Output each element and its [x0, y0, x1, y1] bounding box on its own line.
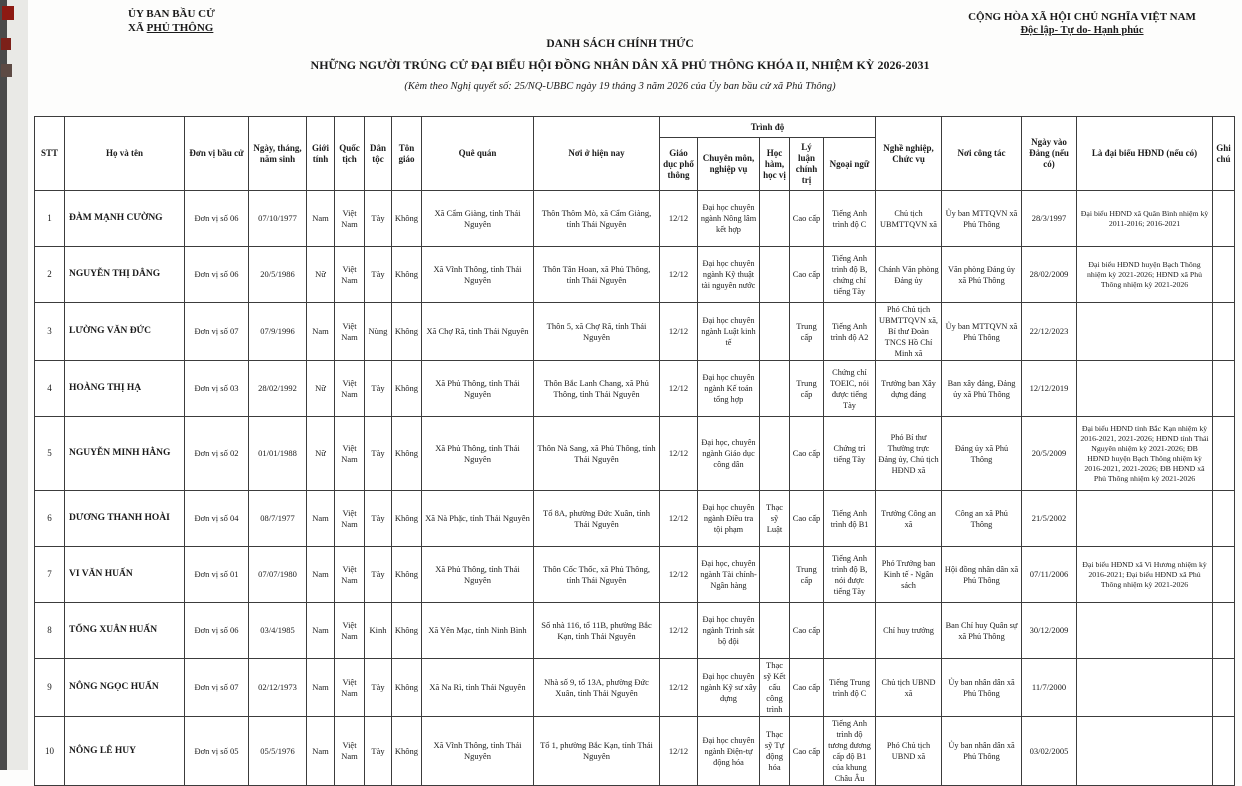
cell-residence: Thôn Nà Sang, xã Phủ Thông, tỉnh Thái Nguyên — [534, 417, 660, 491]
cell-name: LƯỜNG VĂN ĐỨC — [65, 303, 185, 361]
cell-unit: Đơn vị số 05 — [185, 717, 249, 786]
cell-note — [1213, 247, 1235, 303]
cell-gender: Nữ — [307, 417, 335, 491]
cell-stt: 4 — [35, 361, 65, 417]
cell-religion: Không — [392, 247, 422, 303]
cell-stt: 7 — [35, 547, 65, 603]
table-row — [35, 659, 1235, 717]
cell-ethnicity: Tày — [365, 547, 392, 603]
col-header-residence: Nơi ở hiện nay — [534, 117, 660, 191]
col-header-delegate: Là đại biểu HĐND (nếu có) — [1077, 117, 1213, 191]
cell-politics: Cao cấp — [790, 659, 824, 717]
cell-party-date: 07/11/2006 — [1022, 547, 1077, 603]
cell-specialty: Đại học chuyên ngành Nông lâm kết hợp — [698, 191, 760, 247]
cell-occupation: Phó Trưởng ban Kinh tế - Ngân sách — [876, 547, 942, 603]
cell-hometown: Xã Vĩnh Thông, tỉnh Thái Nguyên — [422, 247, 534, 303]
col-header-education: Giáo dục phổ thông — [660, 138, 698, 191]
cell-dob: 07/10/1977 — [249, 191, 307, 247]
cell-specialty: Đại học chuyên ngành Điều tra tội phạm — [698, 491, 760, 547]
cell-hometown: Xã Phủ Thông, tỉnh Thái Nguyên — [422, 417, 534, 491]
cell-delegate: Đại biểu HĐND huyện Bạch Thông nhiệm kỳ 2021-2026; HĐND xã Phủ Thông nhiệm kỳ 2021-2026 — [1077, 247, 1213, 303]
cell-name: NGUYỄN MINH HẰNG — [65, 417, 185, 491]
cell-stt: 3 — [35, 303, 65, 361]
cell-nationality: Việt Nam — [335, 417, 365, 491]
cell-language: Tiếng Anh trình độ B, chứng chỉ tiếng Tày — [824, 247, 876, 303]
cell-delegate — [1077, 603, 1213, 659]
cell-specialty: Đại học chuyên ngành Điện-tự động hóa — [698, 717, 760, 786]
cell-residence: Tổ 1, phường Bắc Kạn, tỉnh Thái Nguyên — [534, 717, 660, 786]
cell-dob: 20/5/1986 — [249, 247, 307, 303]
cell-education: 12/12 — [660, 717, 698, 786]
cell-party-date: 30/12/2009 — [1022, 603, 1077, 659]
cell-note — [1213, 303, 1235, 361]
cell-education: 12/12 — [660, 417, 698, 491]
cell-hometown: Xã Phủ Thông, tỉnh Thái Nguyên — [422, 547, 534, 603]
col-header-workplace: Nơi công tác — [942, 117, 1022, 191]
cell-degree: Thạc sỹ Tự động hóa — [760, 717, 790, 786]
col-header-stt: STT — [35, 117, 65, 191]
cell-degree: Thạc sỹ Luật — [760, 491, 790, 547]
cell-name: NÔNG NGỌC HUẤN — [65, 659, 185, 717]
cell-dob: 05/5/1976 — [249, 717, 307, 786]
col-header-specialty: Chuyên môn, nghiệp vụ — [698, 138, 760, 191]
cell-party-date: 28/02/2009 — [1022, 247, 1077, 303]
cell-workplace: Ban xây đảng, Đảng ủy xã Phủ Thông — [942, 361, 1022, 417]
cell-hometown: Xã Phủ Thông, tỉnh Thái Nguyên — [422, 361, 534, 417]
cell-hometown: Xã Vĩnh Thông, tỉnh Thái Nguyên — [422, 717, 534, 786]
cell-unit: Đơn vị số 06 — [185, 247, 249, 303]
cell-delegate: Đại biểu HĐND xã Vi Hương nhiệm kỳ 2016-2021; Đại biểu HĐND xã Phủ Thông nhiệm kỳ 2021-2026 — [1077, 547, 1213, 603]
table-row — [35, 603, 1235, 659]
cell-residence: Tổ 8A, phường Đức Xuân, tỉnh Thái Nguyên — [534, 491, 660, 547]
cell-ethnicity: Nùng — [365, 303, 392, 361]
col-header-party-date: Ngày vào Đảng (nếu có) — [1022, 117, 1077, 191]
cell-ethnicity: Tày — [365, 717, 392, 786]
cell-religion: Không — [392, 417, 422, 491]
cell-specialty: Đại học chuyên ngành Kỹ thuật tài nguyên nước — [698, 247, 760, 303]
cell-unit: Đơn vị số 06 — [185, 191, 249, 247]
scan-artifact — [2, 6, 14, 20]
cell-residence: Thôn 5, xã Chợ Rã, tỉnh Thái Nguyên — [534, 303, 660, 361]
cell-gender: Nam — [307, 547, 335, 603]
cell-religion: Không — [392, 717, 422, 786]
title-line3: (Kèm theo Nghị quyết số: 25/NQ-UBBC ngày 19 tháng 3 năm 2026 của Ủy ban bầu cử xã Phủ Thông) — [404, 81, 836, 92]
cell-specialty: Đại học, chuyên ngành Giáo dục công dân — [698, 417, 760, 491]
cell-hometown: Xã Na Rì, tỉnh Thái Nguyên — [422, 659, 534, 717]
cell-name: NGUYỄN THỊ DÂNG — [65, 247, 185, 303]
cell-nationality: Việt Nam — [335, 547, 365, 603]
cell-note — [1213, 417, 1235, 491]
scan-gutter — [7, 0, 28, 770]
cell-nationality: Việt Nam — [335, 717, 365, 786]
cell-occupation: Phó Chủ tịch UBMTTQVN xã, Bí thư Đoàn TNCS Hồ Chí Minh xã — [876, 303, 942, 361]
cell-specialty: Đại học chuyên ngành Kế toán tổng hợp — [698, 361, 760, 417]
cell-degree — [760, 247, 790, 303]
title-line2: NHỮNG NGƯỜI TRÚNG CỬ ĐẠI BIỂU HỘI ĐỒNG NHÂN DÂN XÃ PHỦ THÔNG KHÓA II, NHIỆM KỲ 2026-2031 — [310, 58, 930, 72]
table-row — [35, 417, 1235, 491]
cell-ethnicity: Tày — [365, 417, 392, 491]
cell-politics: Cao cấp — [790, 247, 824, 303]
cell-stt: 8 — [35, 603, 65, 659]
cell-residence: Thôn Bắc Lanh Chang, xã Phủ Thông, tỉnh Thái Nguyên — [534, 361, 660, 417]
cell-ethnicity: Tày — [365, 491, 392, 547]
cell-dob: 28/02/1992 — [249, 361, 307, 417]
cell-religion: Không — [392, 547, 422, 603]
cell-religion: Không — [392, 603, 422, 659]
cell-language: Chứng trỉ tiếng Tày — [824, 417, 876, 491]
cell-ethnicity: Kinh — [365, 603, 392, 659]
motto-line1: CỘNG HÒA XÃ HỘI CHỦ NGHĨA VIỆT NAM — [968, 11, 1196, 23]
cell-workplace: Ủy ban MTTQVN xã Phủ Thông — [942, 191, 1022, 247]
cell-hometown: Xã Chợ Rã, tỉnh Thái Nguyên — [422, 303, 534, 361]
scan-artifact — [1, 38, 11, 50]
org-line2: XÃ PHỦ THÔNG — [128, 22, 214, 34]
cell-ethnicity: Tày — [365, 659, 392, 717]
table-row — [35, 191, 1235, 247]
table-row — [35, 717, 1235, 786]
elected-delegates-table-wrap — [34, 116, 1235, 786]
cell-dob: 02/12/1973 — [249, 659, 307, 717]
issuing-org — [128, 7, 215, 35]
cell-religion: Không — [392, 303, 422, 361]
col-header-language: Ngoại ngữ — [824, 138, 876, 191]
cell-note — [1213, 603, 1235, 659]
scan-artifact — [1, 64, 12, 77]
cell-specialty: Đại học, chuyên ngành Tài chính-Ngân hàng — [698, 547, 760, 603]
cell-politics: Cao cấp — [790, 491, 824, 547]
cell-gender: Nam — [307, 659, 335, 717]
cell-occupation: Chánh Văn phòng Đảng ủy — [876, 247, 942, 303]
cell-education: 12/12 — [660, 361, 698, 417]
cell-unit: Đơn vị số 04 — [185, 491, 249, 547]
cell-degree: Thạc sỹ Kết cấu công trình — [760, 659, 790, 717]
cell-unit: Đơn vị số 02 — [185, 417, 249, 491]
cell-gender: Nam — [307, 303, 335, 361]
elected-delegates-table — [34, 116, 1235, 786]
cell-gender: Nam — [307, 603, 335, 659]
col-header-gender: Giới tính — [307, 117, 335, 191]
cell-stt: 9 — [35, 659, 65, 717]
table-row — [35, 547, 1235, 603]
cell-note — [1213, 361, 1235, 417]
cell-delegate — [1077, 491, 1213, 547]
cell-dob: 08/7/1977 — [249, 491, 307, 547]
cell-religion: Không — [392, 659, 422, 717]
cell-unit: Đơn vị số 03 — [185, 361, 249, 417]
cell-party-date: 11/7/2000 — [1022, 659, 1077, 717]
cell-occupation: Trưởng Công an xã — [876, 491, 942, 547]
cell-delegate: Đại biểu HĐND xã Quân Bình nhiệm kỳ 2011-2016; 2016-2021 — [1077, 191, 1213, 247]
cell-language — [824, 603, 876, 659]
col-header-unit: Đơn vị bầu cử — [185, 117, 249, 191]
cell-name: TỐNG XUÂN HUẤN — [65, 603, 185, 659]
col-header-note: Ghi chú — [1213, 117, 1235, 191]
cell-party-date: 03/02/2005 — [1022, 717, 1077, 786]
cell-delegate: Đại biểu HĐND tỉnh Bắc Kạn nhiệm kỳ 2016-2021, 2021-2026; HĐND tỉnh Thái Nguyên nhiệm kỳ 2021-2026; ĐB HĐND huyện Bạch Thông nhiệm kỳ 2016-2021, 2021-2026; ĐB HĐND xã Phủ Thông nhiệm kỳ 2021-2026 — [1077, 417, 1213, 491]
cell-occupation: Chủ tịch UBND xã — [876, 659, 942, 717]
cell-religion: Không — [392, 191, 422, 247]
cell-party-date: 28/3/1997 — [1022, 191, 1077, 247]
cell-dob: 07/07/1980 — [249, 547, 307, 603]
cell-residence: Thôn Tân Hoan, xã Phủ Thông, tỉnh Thái Nguyên — [534, 247, 660, 303]
cell-party-date: 12/12/2019 — [1022, 361, 1077, 417]
cell-note — [1213, 491, 1235, 547]
cell-language: Tiếng Anh trình độ tương đương cấp độ B1 của khung Châu Âu — [824, 717, 876, 786]
cell-residence: Số nhà 116, tổ 11B, phường Bắc Kạn, tỉnh Thái Nguyên — [534, 603, 660, 659]
cell-degree — [760, 547, 790, 603]
col-header-dob: Ngày, tháng, năm sinh — [249, 117, 307, 191]
cell-dob: 01/01/1988 — [249, 417, 307, 491]
cell-religion: Không — [392, 361, 422, 417]
cell-degree — [760, 191, 790, 247]
cell-stt: 5 — [35, 417, 65, 491]
cell-specialty: Đại học chuyên ngành Kỹ sư xây dựng — [698, 659, 760, 717]
cell-occupation: Chủ tịch UBMTTQVN xã — [876, 191, 942, 247]
cell-unit: Đơn vị số 07 — [185, 303, 249, 361]
col-header-religion: Tôn giáo — [392, 117, 422, 191]
cell-workplace: Văn phòng Đảng ủy xã Phủ Thông — [942, 247, 1022, 303]
cell-workplace: Ủy ban MTTQVN xã Phủ Thông — [942, 303, 1022, 361]
cell-nationality: Việt Nam — [335, 659, 365, 717]
cell-politics: Cao cấp — [790, 603, 824, 659]
scan-edge-strip — [0, 0, 7, 770]
cell-occupation: Phó Chủ tịch UBND xã — [876, 717, 942, 786]
cell-delegate — [1077, 303, 1213, 361]
col-header-politics: Lý luận chính trị — [790, 138, 824, 191]
cell-politics: Trung cấp — [790, 303, 824, 361]
org-line1: ỦY BAN BẦU CỬ — [128, 8, 215, 20]
cell-language: Tiếng Trung trình độ C — [824, 659, 876, 717]
cell-politics: Cao cấp — [790, 717, 824, 786]
cell-language: Tiếng Anh trình độ A2 — [824, 303, 876, 361]
cell-workplace: Ủy ban nhân dân xã Phủ Thông — [942, 659, 1022, 717]
cell-hometown: Xã Yên Mạc, tỉnh Ninh Bình — [422, 603, 534, 659]
cell-politics: Trung cấp — [790, 361, 824, 417]
cell-stt: 6 — [35, 491, 65, 547]
col-header-ethnicity: Dân tộc — [365, 117, 392, 191]
cell-delegate — [1077, 361, 1213, 417]
cell-workplace: Đảng ủy xã Phủ Thông — [942, 417, 1022, 491]
cell-unit: Đơn vị số 01 — [185, 547, 249, 603]
cell-party-date: 21/5/2002 — [1022, 491, 1077, 547]
cell-workplace: Ủy ban nhân dân xã Phủ Thông — [942, 717, 1022, 786]
cell-name: ĐÀM MẠNH CƯỜNG — [65, 191, 185, 247]
table-body — [35, 191, 1235, 786]
cell-name: NÔNG LÊ HUY — [65, 717, 185, 786]
table-row — [35, 247, 1235, 303]
cell-nationality: Việt Nam — [335, 303, 365, 361]
cell-nationality: Việt Nam — [335, 491, 365, 547]
cell-degree — [760, 303, 790, 361]
cell-language: Tiếng Anh trình độ B, nói được tiếng Tày — [824, 547, 876, 603]
header-group-row — [35, 117, 1235, 138]
col-header-name: Họ và tên — [65, 117, 185, 191]
cell-residence: Thôn Thôm Mò, xã Cẩm Giàng, tỉnh Thái Nguyên — [534, 191, 660, 247]
cell-delegate — [1077, 717, 1213, 786]
cell-stt: 1 — [35, 191, 65, 247]
table-row — [35, 361, 1235, 417]
cell-delegate — [1077, 659, 1213, 717]
col-header-degree: Học hàm, học vị — [760, 138, 790, 191]
motto-line2: Độc lập- Tự do- Hạnh phúc — [1020, 25, 1144, 36]
cell-education: 12/12 — [660, 603, 698, 659]
cell-education: 12/12 — [660, 247, 698, 303]
cell-residence: Thôn Cốc Thốc, xã Phủ Thông, tỉnh Thái Nguyên — [534, 547, 660, 603]
cell-residence: Nhà số 9, tổ 13A, phường Đức Xuân, tỉnh Thái Nguyên — [534, 659, 660, 717]
cell-nationality: Việt Nam — [335, 191, 365, 247]
cell-degree — [760, 361, 790, 417]
cell-workplace: Hội đồng nhân dân xã Phủ Thông — [942, 547, 1022, 603]
cell-note — [1213, 659, 1235, 717]
cell-name: DƯƠNG THANH HOÀI — [65, 491, 185, 547]
cell-nationality: Việt Nam — [335, 603, 365, 659]
cell-gender: Nam — [307, 491, 335, 547]
cell-politics: Trung cấp — [790, 547, 824, 603]
col-header-hometown: Quê quán — [422, 117, 534, 191]
cell-language: Tiếng Anh trình độ B1 — [824, 491, 876, 547]
table-row — [35, 491, 1235, 547]
cell-nationality: Việt Nam — [335, 361, 365, 417]
table-row — [35, 303, 1235, 361]
cell-hometown: Xã Nà Phặc, tỉnh Thái Nguyên — [422, 491, 534, 547]
cell-specialty: Đại học chuyên ngành Trinh sát bộ đội — [698, 603, 760, 659]
cell-name: HOÀNG THỊ HẠ — [65, 361, 185, 417]
cell-workplace: Ban Chỉ huy Quân sự xã Phủ Thông — [942, 603, 1022, 659]
cell-politics: Cao cấp — [790, 417, 824, 491]
cell-education: 12/12 — [660, 491, 698, 547]
cell-education: 12/12 — [660, 659, 698, 717]
title-line1: DANH SÁCH CHÍNH THỨC — [546, 38, 694, 50]
cell-education: 12/12 — [660, 191, 698, 247]
cell-workplace: Công an xã Phủ Thông — [942, 491, 1022, 547]
document-title — [120, 38, 1120, 92]
cell-stt: 2 — [35, 247, 65, 303]
cell-party-date: 20/5/2009 — [1022, 417, 1077, 491]
cell-gender: Nam — [307, 191, 335, 247]
col-header-trinh-do-group: Trình độ — [660, 117, 876, 138]
cell-politics: Cao cấp — [790, 191, 824, 247]
cell-name: VI VĂN HUẤN — [65, 547, 185, 603]
cell-ethnicity: Tày — [365, 361, 392, 417]
cell-party-date: 22/12/2023 — [1022, 303, 1077, 361]
cell-ethnicity: Tày — [365, 191, 392, 247]
col-header-nationality: Quốc tịch — [335, 117, 365, 191]
cell-note — [1213, 547, 1235, 603]
cell-degree — [760, 603, 790, 659]
cell-unit: Đơn vị số 06 — [185, 603, 249, 659]
cell-note — [1213, 191, 1235, 247]
col-header-occupation: Nghề nghiệp, Chức vụ — [876, 117, 942, 191]
cell-gender: Nữ — [307, 361, 335, 417]
cell-gender: Nam — [307, 717, 335, 786]
cell-education: 12/12 — [660, 303, 698, 361]
cell-occupation: Chỉ huy trưởng — [876, 603, 942, 659]
cell-dob: 03/4/1985 — [249, 603, 307, 659]
cell-hometown: Xã Cẩm Giàng, tỉnh Thái Nguyên — [422, 191, 534, 247]
cell-dob: 07/9/1996 — [249, 303, 307, 361]
cell-specialty: Đại học chuyên ngành Luật kinh tế — [698, 303, 760, 361]
cell-unit: Đơn vị số 07 — [185, 659, 249, 717]
cell-occupation: Phó Bí thư Thường trực Đảng ủy, Chủ tịch HĐND xã — [876, 417, 942, 491]
cell-nationality: Việt Nam — [335, 247, 365, 303]
cell-stt: 10 — [35, 717, 65, 786]
cell-occupation: Trưởng ban Xây dựng đảng — [876, 361, 942, 417]
table-header — [35, 117, 1235, 191]
national-motto — [932, 10, 1232, 38]
cell-note — [1213, 717, 1235, 786]
cell-language: Tiếng Anh trình độ C — [824, 191, 876, 247]
cell-ethnicity: Tày — [365, 247, 392, 303]
cell-gender: Nữ — [307, 247, 335, 303]
cell-religion: Không — [392, 491, 422, 547]
cell-education: 12/12 — [660, 547, 698, 603]
cell-language: Chứng chỉ TOEIC, nói được tiếng Tày — [824, 361, 876, 417]
cell-degree — [760, 417, 790, 491]
